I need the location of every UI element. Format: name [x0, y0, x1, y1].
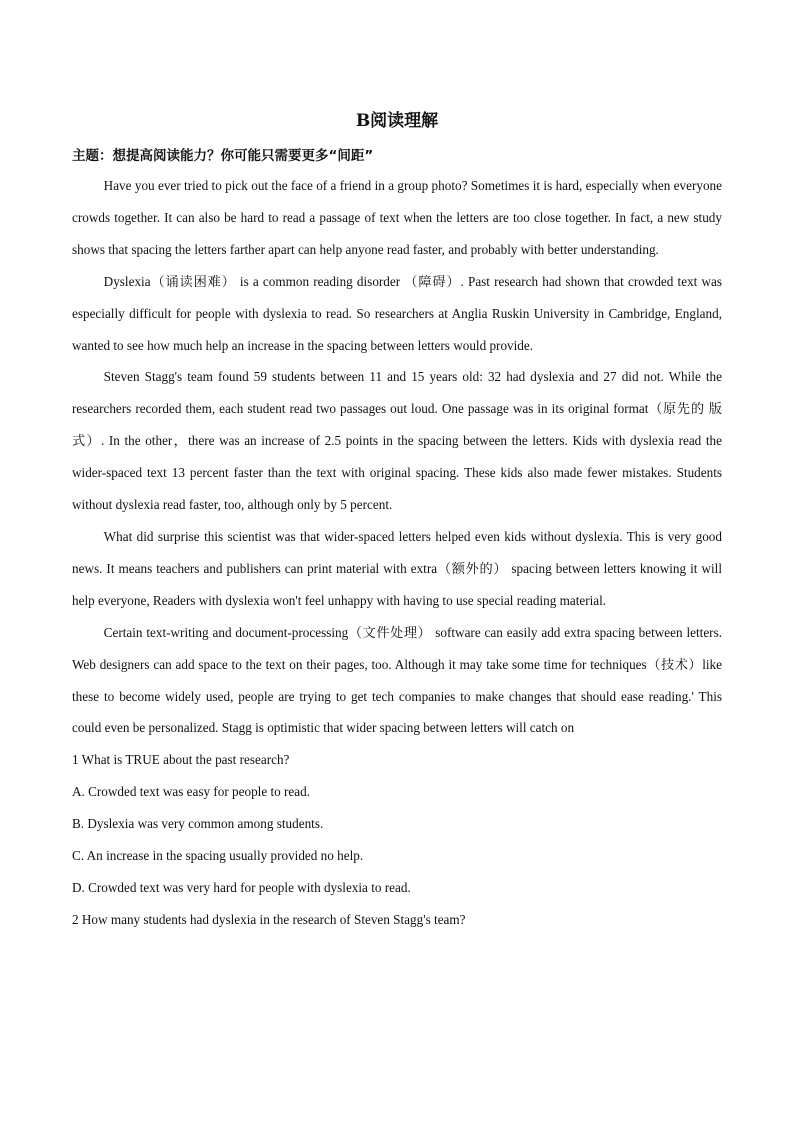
section-title: B阅读理解 [355, 111, 439, 131]
paragraph-3: Steven Stagg's team found 59 students between 11 and 15 years old: 32 had dyslexia and 27 did not. While the researchers recorded them, each student read two passages out loud. One passage was in its original format（原先的 版式）. In the other，there was an increase of 2.5 points in the spacing between the letters. Kids with dyslexia read the wider-spaced text 13 percent faster than the text with original spacing. These kids also made fewer mistakes. Students without dyslexia read faster, too, although only by 5 percent. [72, 369, 722, 513]
paragraph-4: What did surprise this scientist was that wider-spaced letters helped even kids without dyslexia. This is very good news. It means teachers and publishers can print material with extra（额外的） spacing between letters knowing it will help everyone, Readers with dyslexia won't feel unhappy with having to use special reading material. [72, 528, 722, 608]
paragraph-5: Certain text-writing and document-processing（文件处理） software can easily add extra spacing between letters. Web designers can add space to the text on their pages, too. Although it may take some time for techniques（技术）like these to become widely used, people are trying to get tech companies to make changes that should ease reading.' This could even be personalized. Stagg is optimistic that wider spacing between letters will catch on [72, 624, 722, 736]
option-d: D. Crowded text was very hard for people with dyslexia to read. [72, 879, 411, 895]
question-2: 2 How many students had dyslexia in the research of Steven Stagg's team? [72, 911, 466, 927]
option-a: A. Crowded text was easy for people to read. [72, 784, 311, 800]
option-c: C. An increase in the spacing usually provided no help. [72, 848, 364, 864]
passage [72, 170, 722, 936]
option-b: B. Dyslexia was very common among students. [72, 816, 324, 832]
paragraph-2: Dyslexia（诵读困难） is a common reading disorder （障碍）. Past research had shown that crowded text was especially difficult for people with dyslexia to read. So researchers at Anglia Ruskin University in Cambridge, England, wanted to see how much help an increase in the spacing between letters would provide. [72, 273, 722, 353]
question-1: 1 What is TRUE about the past research? [72, 752, 290, 768]
theme-heading: 主题：想提高阅读能力？你可能只需要更多“间距” [72, 148, 374, 164]
paragraph-1: Have you ever tried to pick out the face of a friend in a group photo? Sometimes it is hard, especially when everyone crowds together. It can also be hard to read a passage of text when the letters are too close together. In fact, a new study shows that spacing the letters farther apart can help anyone read faster, and probably with better understanding. [72, 178, 722, 257]
